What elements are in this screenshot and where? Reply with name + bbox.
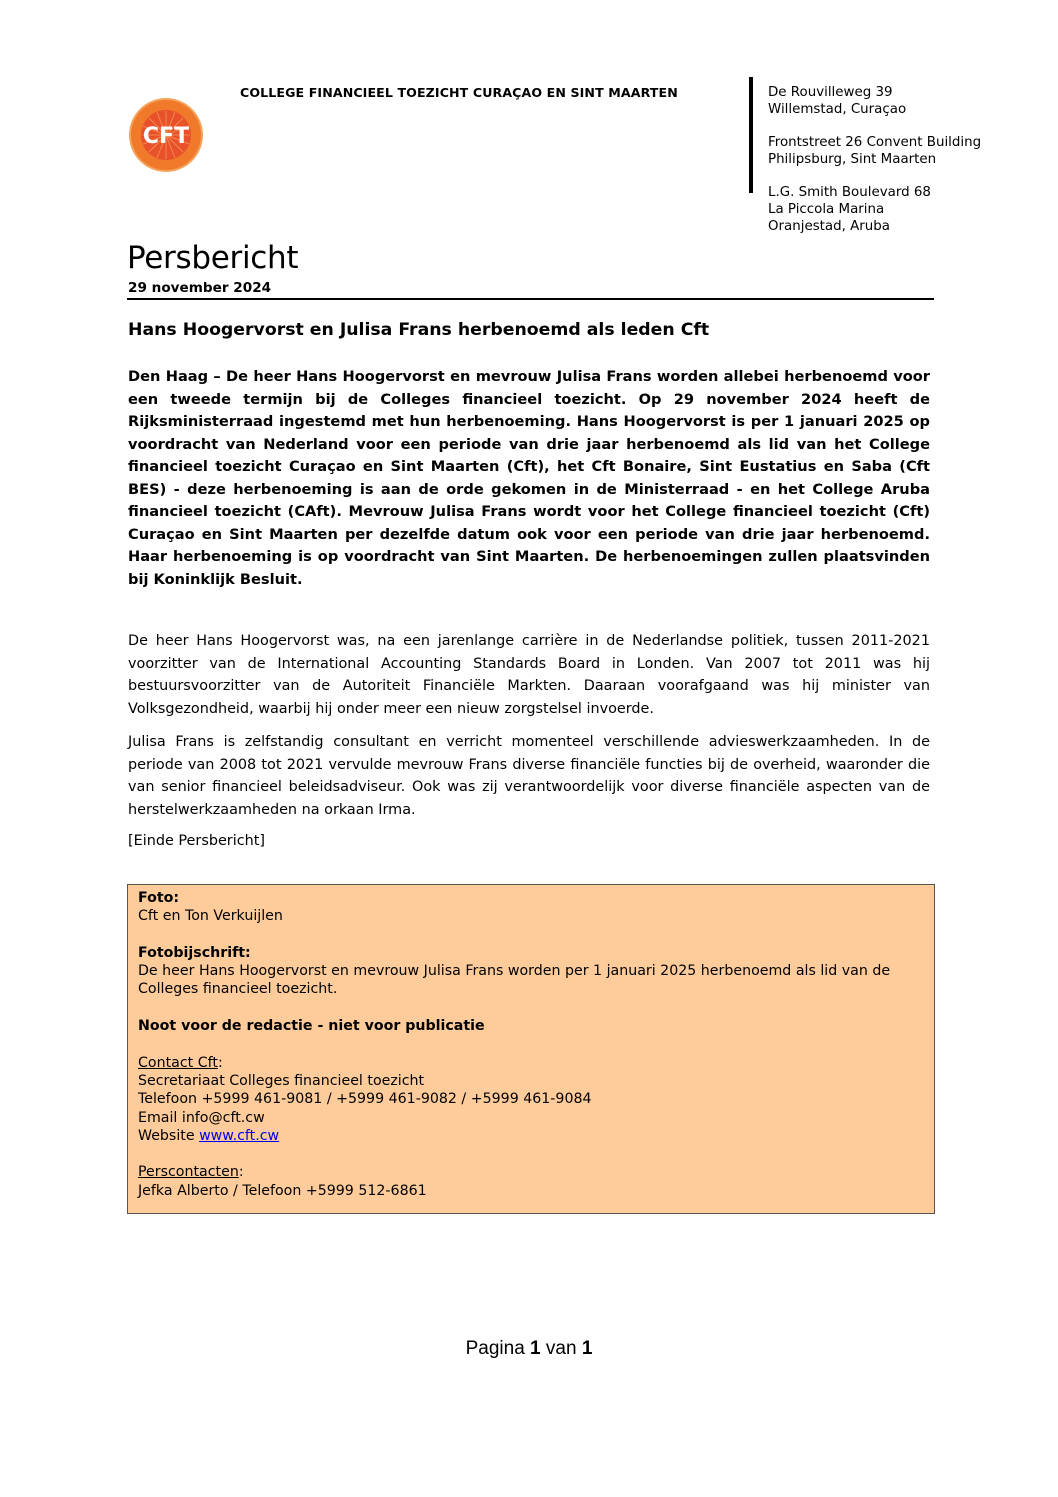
address-curacao xyxy=(768,84,981,118)
caption-label: Fotobijschrift: xyxy=(138,944,251,961)
photo-section xyxy=(138,889,924,926)
address-line: Oranjestad, Aruba xyxy=(768,219,890,234)
contact-section: Contact Cft: Secretariaat Colleges financieel toezicht Telefoon +5999 461-9081 / +5999 461-9082 / +5999 461-9084 Email info@cft.cw Website www.cft.cw xyxy=(138,1054,924,1145)
lead-paragraph: Den Haag – De heer Hans Hoogervorst en mevrouw Julisa Frans worden allebei herbenoemd voor een tweede termijn bij de Colleges financieel toezicht. Op 29 november 2024 heeft de Rijksministerraad ingestemd met hun herbenoeming. Hans Hoogervorst is per 1 januari 2025 op voordracht van Nederland voor een periode van drie jaar herbenoemd als lid van het College financieel toezicht Curaçao en Sint Maarten (Cft), het Cft Bonaire, Sint Eustatius en Saba (Cft BES) - deze herbenoeming is aan de orde gekomen in de Ministerraad - en het College Aruba financieel toezicht (CAft). Mevrouw Julisa Frans wordt voor het College financieel toezicht (Cft) Curaçao en Sint Maarten per dezelfde datum ook voor een periode van drie jaar herbenoemd. Haar herbenoeming is op voordracht van Sint Maarten. De herbenoemingen zullen plaatsvinden bij Koninklijk Besluit. xyxy=(128,368,930,588)
caption-text: De heer Hans Hoogervorst en mevrouw Julisa Frans worden per 1 januari 2025 herbenoemd als lid van de Colleges financieel toezicht. xyxy=(138,963,891,998)
editor-note: Noot voor de redactie - niet voor publicatie xyxy=(138,1018,485,1035)
logo-text: CFT xyxy=(142,124,190,149)
of-word: van xyxy=(545,1338,577,1359)
address-block xyxy=(768,84,981,251)
website-label: Website xyxy=(138,1127,195,1144)
headline: Hans Hoogervorst en Julisa Frans herbenoemd als leden Cft xyxy=(128,320,710,340)
photo-credit: Cft en Ton Verkuijlen xyxy=(138,908,283,925)
address-line: De Rouvilleweg 39 xyxy=(768,85,893,100)
contact-phone: Telefoon +5999 461-9081 / +5999 461-9082 / +5999 461-9084 xyxy=(138,1091,592,1108)
address-line: L.G. Smith Boulevard 68 xyxy=(768,185,931,200)
cft-logo xyxy=(127,97,205,173)
end-marker: [Einde Persbericht] xyxy=(128,833,266,849)
press-info-box xyxy=(127,884,935,1214)
total-pages: 1 xyxy=(581,1338,593,1359)
website-link[interactable]: www.cft.cw xyxy=(199,1127,280,1144)
address-line: La Piccola Marina xyxy=(768,202,885,217)
page-footer xyxy=(0,1338,1058,1360)
document-title: Persbericht xyxy=(127,240,299,276)
header-divider xyxy=(749,77,753,193)
address-line: Willemstad, Curaçao xyxy=(768,102,907,117)
title-rule xyxy=(127,298,934,300)
contact-label: Contact Cft xyxy=(138,1054,218,1071)
contact-email[interactable]: Email info@cft.cw xyxy=(138,1109,265,1126)
press-label: Perscontacten xyxy=(138,1164,239,1181)
body-paragraph: Julisa Frans is zelfstandig consultant en verricht momenteel verschillende advieswerkzaamheden. In de periode van 2008 tot 2021 vervulde mevrouw Frans diverse financiële functies bij de overheid, waaronder die van senior financieel beleidsadviseur. Ook was zij verantwoordelijk voor diverse financiële aspecten van de herstelwerkzaamheden na orkaan Irma. xyxy=(128,734,930,818)
body-paragraph: De heer Hans Hoogervorst was, na een jarenlange carrière in de Nederlandse politiek, tussen 2011-2021 voorzitter van de International Accounting Standards Board in Londen. Van 2007 tot 2011 was hij bestuursvoorzitter van de Autoriteit Financiële Markten. Daaraan voorafgaand was hij minister van Volksgezondheid, waarbij hij onder meer een nieuw zorgstelsel invoerde. xyxy=(128,633,930,717)
address-aruba xyxy=(768,184,981,235)
address-line: Frontstreet 26 Convent Building xyxy=(768,135,982,150)
page-word: Pagina xyxy=(465,1338,525,1359)
document-date: 29 november 2024 xyxy=(128,280,272,296)
address-sint-maarten xyxy=(768,134,981,168)
current-page: 1 xyxy=(530,1338,541,1359)
address-line: Philipsburg, Sint Maarten xyxy=(768,152,937,167)
caption-section xyxy=(138,944,924,999)
photo-label: Foto: xyxy=(138,890,180,906)
press-section: Perscontacten: Jefka Alberto / Telefoon +5999 512-6861 xyxy=(138,1163,924,1200)
contact-org: Secretariaat Colleges financieel toezicht xyxy=(138,1072,425,1089)
press-contact: Jefka Alberto / Telefoon +5999 512-6861 xyxy=(138,1182,427,1199)
cft-logo-emblem xyxy=(127,97,205,173)
organization-name: COLLEGE FINANCIEEL TOEZICHT CURAÇAO EN SINT MAARTEN xyxy=(240,85,678,100)
